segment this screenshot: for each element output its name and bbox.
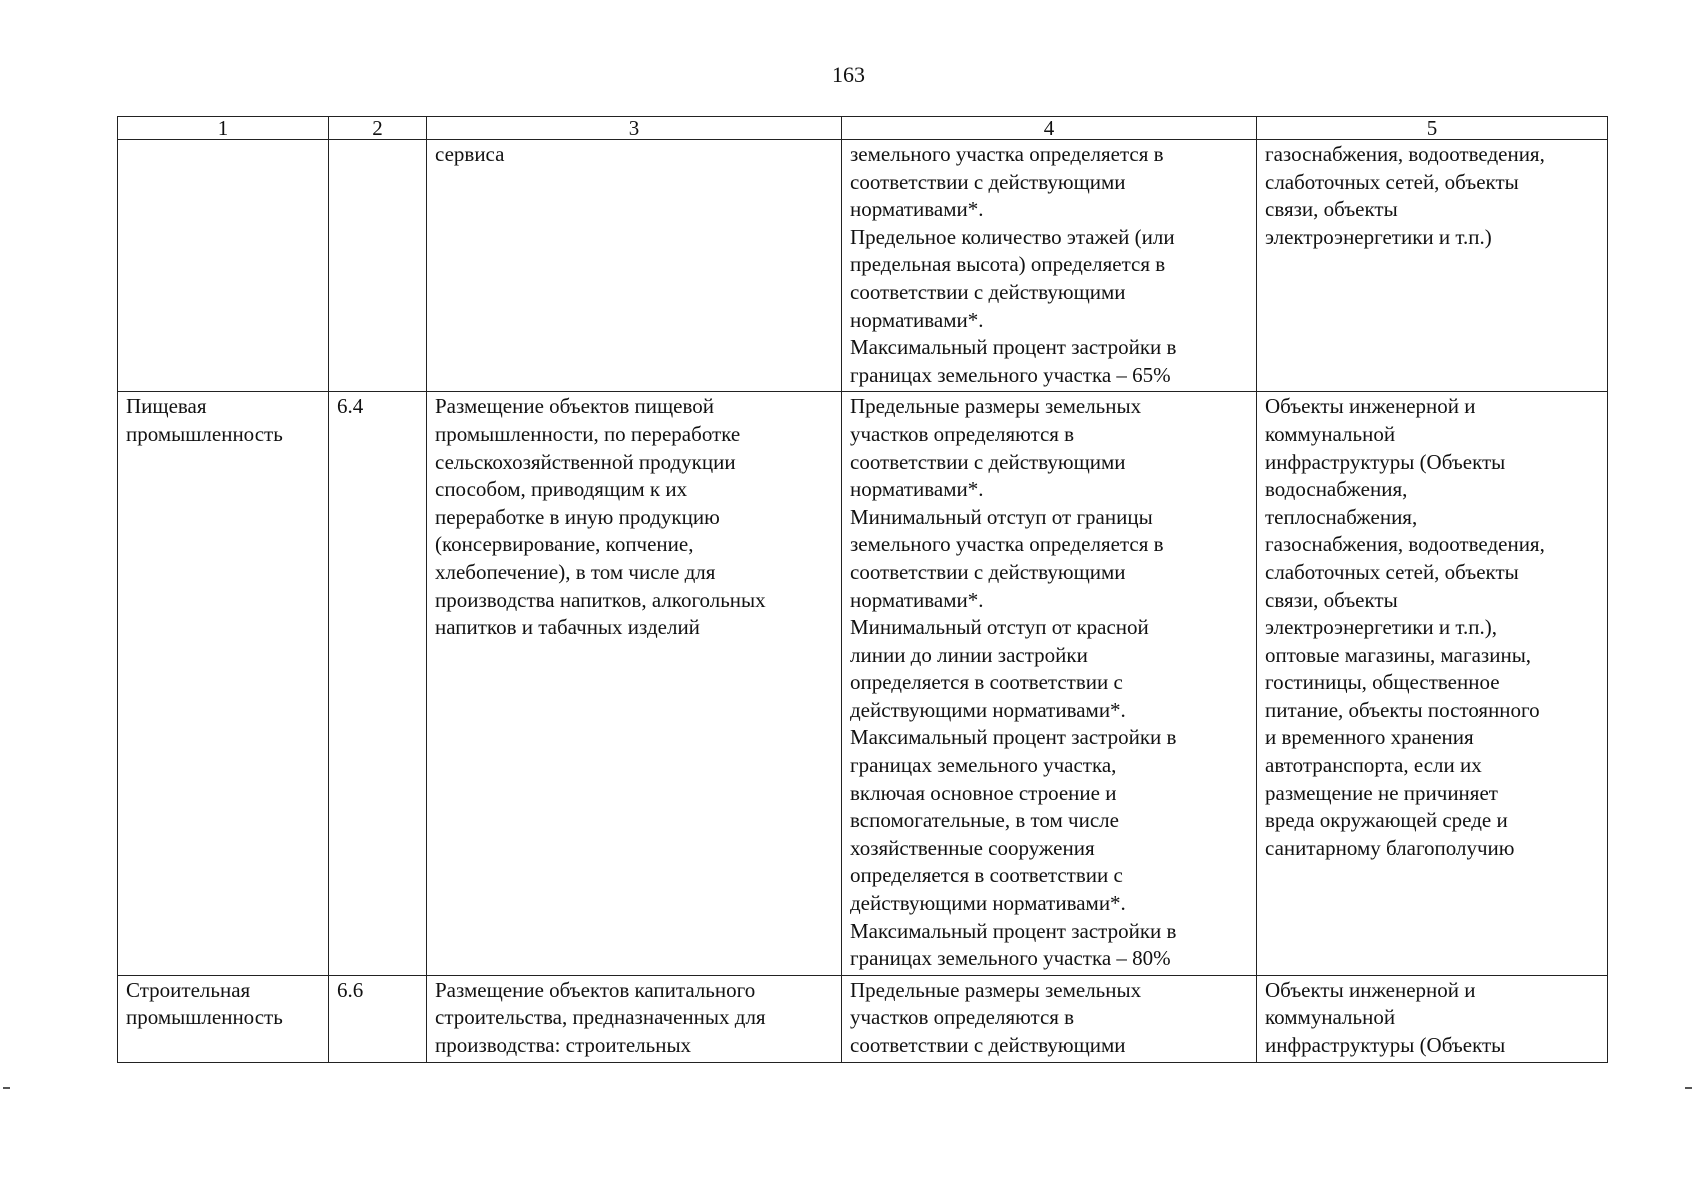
column-number-1: 1 — [118, 117, 329, 140]
parameters-cell: земельного участка определяется в соответствии с действующими нормативами*. Предельное количество этажей (или предельная высота) определяется в соответствии с действующими нормативами*. Максимальный процент застройки в границах земельного участка – 65% — [842, 140, 1257, 392]
table-row — [118, 140, 1608, 392]
table-row — [118, 975, 1608, 1062]
use-name-cell: Строительная промышленность — [118, 975, 329, 1062]
use-name-cell: Пищевая промышленность — [118, 392, 329, 975]
column-number-5: 5 — [1257, 117, 1608, 140]
use-description-cell: Размещение объектов капитального строительства, предназначенных для производства: строительных — [427, 975, 842, 1062]
scan-edge-mark-right — [1685, 1087, 1692, 1089]
scan-edge-mark-left — [3, 1087, 10, 1089]
table-row — [118, 392, 1608, 975]
header-row — [118, 117, 1608, 140]
use-code-cell — [329, 140, 427, 392]
auxiliary-uses-cell: Объекты инженерной и коммунальной инфраструктуры (Объекты — [1257, 975, 1608, 1062]
parameters-cell: Предельные размеры земельных участков определяются в соответствии с действующими — [842, 975, 1257, 1062]
use-description-cell: Размещение объектов пищевой промышленности, по переработке сельскохозяйственной продукции способом, приводящим к их переработке в иную продукцию (консервирование, копчение, хлебопечение), в том числе для производства напитков, алкогольных напитков и табачных изделий — [427, 392, 842, 975]
column-number-3: 3 — [427, 117, 842, 140]
parameters-cell: Предельные размеры земельных участков определяются в соответствии с действующими нормативами*. Минимальный отступ от границы земельного участка определяется в соответствии с действующими нормативами*. Минимальный отступ от красной линии до линии застройки определяется в соответствии с действующими нормативами*. Максимальный процент застройки в границах земельного участка, включая основное строение и вспомогательные, в том числе хозяйственные сооружения определяется в соответствии с действующими нормативами*. Максимальный процент застройки в границах земельного участка – 80% — [842, 392, 1257, 975]
use-description-cell: сервиса — [427, 140, 842, 392]
column-number-4: 4 — [842, 117, 1257, 140]
auxiliary-uses-cell: газоснабжения, водоотведения, слаботочных сетей, объекты связи, объекты электроэнергетики и т.п.) — [1257, 140, 1608, 392]
column-number-2: 2 — [329, 117, 427, 140]
use-code-cell: 6.6 — [329, 975, 427, 1062]
use-code-cell: 6.4 — [329, 392, 427, 975]
zoning-table — [117, 116, 1608, 1063]
page-number: 163 — [832, 62, 865, 87]
auxiliary-uses-cell: Объекты инженерной и коммунальной инфраструктуры (Объекты водоснабжения, теплоснабжения, газоснабжения, водоотведения, слаботочных сетей, объекты связи, объекты электроэнергетики и т.п.), оптовые магазины, магазины, гостиницы, общественное питание, объекты постоянного и временного хранения автотранспорта, если их размещение не причиняет вреда окружающей среде и санитарному благополучию — [1257, 392, 1608, 975]
use-name-cell — [118, 140, 329, 392]
